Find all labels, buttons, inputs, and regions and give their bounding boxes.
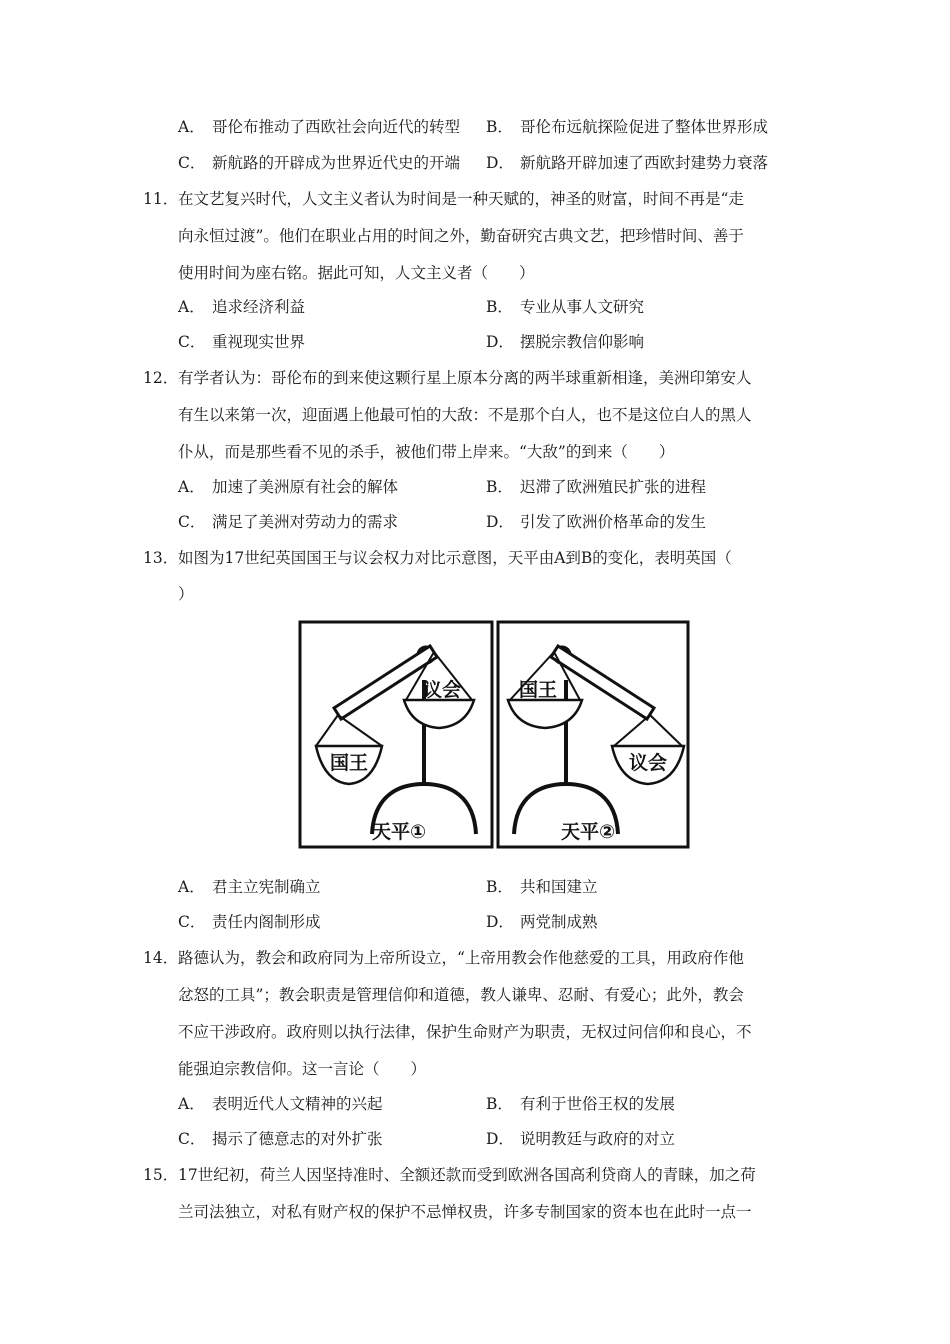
q14-line-1: 路德认为，教会和政府同为上帝所设立，“上帝用教会作他慈爱的工具，用政府作他 bbox=[178, 949, 744, 967]
q11-line-1: 在文艺复兴时代，人文主义者认为时间是一种天赋的，神圣的财富，时间不再是“走 bbox=[178, 190, 744, 208]
q14-line-4: 能强迫宗教信仰。这一言论（ ） bbox=[178, 1060, 427, 1078]
q13-number: 13． bbox=[143, 549, 179, 567]
q15-line-2: 兰司法独立，对私有财产权的保护不忌惮权贵，许多专制国家的资本也在此时一点一 bbox=[178, 1203, 752, 1221]
q14-line-3: 不应干涉政府。政府则以执行法律，保护生命财产为职责，无权过问信仰和良心，不 bbox=[178, 1023, 752, 1041]
q12-option-c: C． 满足了美洲对劳动力的需求 bbox=[178, 513, 399, 531]
scale-1-frame bbox=[300, 622, 492, 847]
q10-option-a: A． 哥伦布推动了西欧社会向近代的转型 bbox=[178, 118, 461, 136]
q15-line-1: 17世纪初，荷兰人因坚持准时、全额还款而受到欧洲各国高利贷商人的青睐，加之荷 bbox=[178, 1166, 756, 1184]
q12-line-3: 仆从，而是那些看不见的杀手，被他们带上岸来。“大敌”的到来（ ） bbox=[178, 443, 675, 461]
q13-line-1: 如图为17世纪英国国王与议会权力对比示意图，天平由A到B的变化，表明英国（ bbox=[178, 549, 732, 567]
q10-option-c: C． 新航路的开辟成为世界近代史的开端 bbox=[178, 154, 461, 172]
balance-scale-figure bbox=[298, 620, 690, 850]
scale-2-frame bbox=[498, 622, 688, 847]
q11-line-3: 使用时间为座右铭。据此可知，人文主义者（ ） bbox=[178, 264, 535, 282]
q14-option-d: D． 说明教廷与政府的对立 bbox=[486, 1130, 676, 1148]
q13-option-a: A． 君主立宪制确立 bbox=[178, 878, 321, 896]
q14-option-c: C． 揭示了德意志的对外扩张 bbox=[178, 1130, 383, 1148]
scale-1-king-label: 国王 bbox=[329, 752, 369, 774]
q12-number: 12． bbox=[143, 369, 179, 387]
q11-option-c: C． 重视现实世界 bbox=[178, 333, 306, 351]
q13-option-c: C． 责任内阁制形成 bbox=[178, 913, 321, 931]
scale-2-panel bbox=[498, 622, 688, 847]
q11-number: 11． bbox=[143, 190, 179, 208]
q14-line-2: 忿怒的工具”；教会职责是管理信仰和道德，教人谦卑、忍耐、有爱心；此外，教会 bbox=[178, 986, 744, 1004]
q12-line-2: 有生以来第一次，迎面遇上他最可怕的大敌：不是那个白人，也不是这位白人的黑人 bbox=[178, 406, 752, 424]
scale-2-king-label: 国王 bbox=[518, 679, 558, 701]
q13-line-2: ） bbox=[178, 585, 194, 603]
q13-option-d: D． 两党制成熟 bbox=[486, 913, 598, 931]
q14-option-a: A． 表明近代人文精神的兴起 bbox=[178, 1095, 383, 1113]
q12-option-b: B． 迟滞了欧洲殖民扩张的进程 bbox=[486, 478, 707, 496]
q13-option-b: B． 共和国建立 bbox=[486, 878, 598, 896]
scale-1-caption: 天平① bbox=[371, 821, 427, 843]
q12-line-1: 有学者认为：哥伦布的到来使这颗行星上原本分离的两半球重新相逢，美洲印第安人 bbox=[178, 369, 752, 387]
scale-2-parliament-label: 议会 bbox=[628, 752, 668, 774]
q15-number: 15． bbox=[143, 1166, 179, 1184]
scale-2-caption: 天平② bbox=[560, 821, 616, 843]
q11-option-a: A． 追求经济利益 bbox=[178, 298, 306, 316]
q11-option-d: D． 摆脱宗教信仰影响 bbox=[486, 333, 645, 351]
q14-number: 14． bbox=[143, 949, 179, 967]
q10-option-b: B． 哥伦布远航探险促进了整体世界形成 bbox=[486, 118, 769, 136]
q11-option-b: B． 专业从事人文研究 bbox=[486, 298, 645, 316]
scale-1-panel bbox=[300, 622, 492, 847]
q14-option-b: B． 有利于世俗王权的发展 bbox=[486, 1095, 676, 1113]
q12-option-a: A． 加速了美洲原有社会的解体 bbox=[178, 478, 399, 496]
q10-option-d: D． 新航路开辟加速了西欧封建势力衰落 bbox=[486, 154, 769, 172]
q11-line-2: 向永恒过渡”。他们在职业占用的时间之外，勤奋研究古典文艺，把珍惜时间、善于 bbox=[178, 227, 744, 245]
scale-1-parliament-label: 议会 bbox=[422, 679, 462, 701]
q12-option-d: D． 引发了欧洲价格革命的发生 bbox=[486, 513, 707, 531]
